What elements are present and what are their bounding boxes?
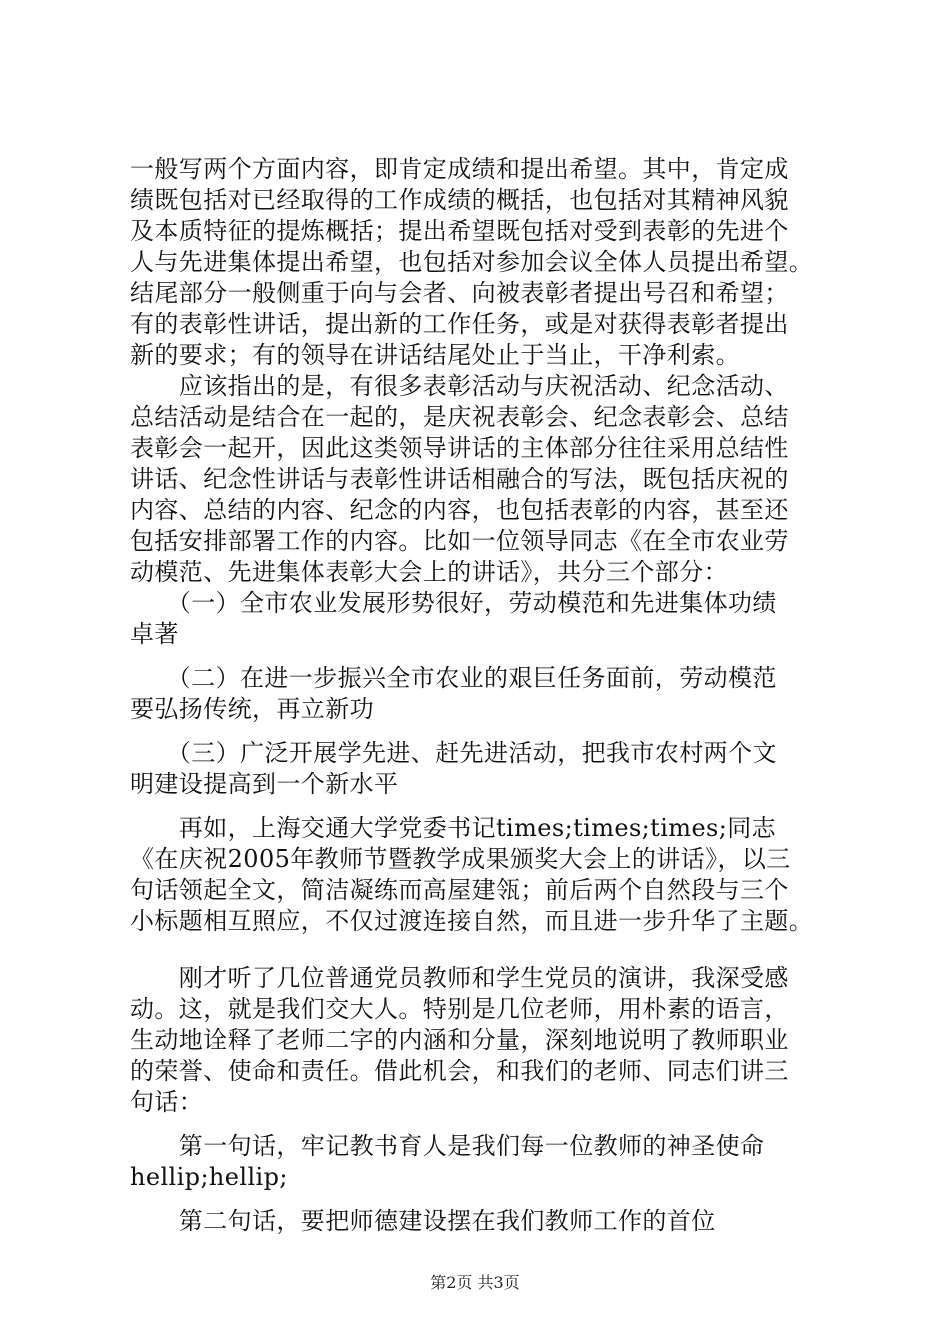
text-line: 的荣誉、使命和责任。借此机会，和我们的老师、同志们讲三 xyxy=(130,1057,789,1085)
text-line: 动。这，就是我们交大人。特别是几位老师，用朴素的语言， xyxy=(130,995,789,1023)
text-line: 生动地诠释了老师二字的内涵和分量，深刻地说明了教师职业 xyxy=(130,1026,789,1054)
subheading-line: （二）在进一步振兴全市农业的艰巨任务面前，劳动模范 xyxy=(130,664,777,692)
text-line: 内容、总结的内容、纪念的内容，也包括表彰的内容，甚至还 xyxy=(130,496,789,524)
text-line: 第一句话，牢记教书育人是我们每一位教师的神圣使命 xyxy=(130,1132,765,1160)
text-line: 句话： xyxy=(130,1088,204,1116)
text-line: 第二句话，要把师德建设摆在我们教师工作的首位 xyxy=(130,1207,716,1235)
text-line: 刚才听了几位普通党员教师和学生党员的演讲，我深受感 xyxy=(130,964,789,992)
text-line: 总结活动是结合在一起的，是庆祝表彰会、纪念表彰会、总结 xyxy=(130,403,789,431)
text-line: 一般写两个方面内容，即肯定成绩和提出希望。其中，肯定成 xyxy=(130,155,789,183)
subheading-line: 要弘扬传统，再立新功 xyxy=(130,695,374,723)
text-line: 绩既包括对已经取得的工作成绩的概括，也包括对其精神风貌 xyxy=(130,186,789,214)
subheading-line: （一）全市农业发展形势很好，劳动模范和先进集体功绩 xyxy=(130,589,777,617)
text-line: 表彰会一起开，因此这类领导讲话的主体部分往往采用总结性 xyxy=(130,434,789,462)
text-line: 应该指出的是，有很多表彰活动与庆祝活动、纪念活动、 xyxy=(130,372,789,400)
text-line: 结尾部分一般侧重于向与会者、向被表彰者提出号召和希望； xyxy=(130,279,789,307)
text-line: 句话领起全文，简洁凝练而高屋建瓴；前后两个自然段与三个 xyxy=(130,876,789,904)
body-text xyxy=(130,154,850,1237)
text-line: 小标题相互照应，不仅过渡连接自然，而且进一步升华了主题。 xyxy=(130,907,814,935)
text-line: 新的要求；有的领导在讲话结尾处止于当止，干净利索。 xyxy=(130,341,740,369)
text-line: 及本质特征的提炼概括；提出希望既包括对受到表彰的先进个 xyxy=(130,217,789,245)
subheading-line: （三）广泛开展学先进、赶先进活动，把我市农村两个文 xyxy=(130,739,777,767)
text-line: 包括安排部署工作的内容。比如一位领导同志《在全市农业劳 xyxy=(130,527,789,555)
page-footer xyxy=(0,1273,950,1293)
text-line: 再如，上海交通大学党委书记times;times;times;同志 xyxy=(130,814,777,842)
subheading-line: 卓著 xyxy=(130,620,179,648)
text-line: hellip;hellip; xyxy=(130,1163,288,1191)
text-line: 《在庆祝2005年教师节暨教学成果颁奖大会上的讲话》，以三 xyxy=(130,845,791,873)
text-line: 有的表彰性讲话，提出新的工作任务，或是对获得表彰者提出 xyxy=(130,310,789,338)
page-number-label: 第2页 共3页 xyxy=(430,1273,520,1292)
text-line: 讲话、纪念性讲话与表彰性讲话相融合的写法，既包括庆祝的 xyxy=(130,465,789,493)
subheading-line: 明建设提高到一个新水平 xyxy=(130,770,399,798)
text-line: 动模范、先进集体表彰大会上的讲话》，共分三个部分： xyxy=(130,558,728,586)
text-line: 人与先进集体提出希望，也包括对参加会议全体人员提出希望。 xyxy=(130,248,814,276)
